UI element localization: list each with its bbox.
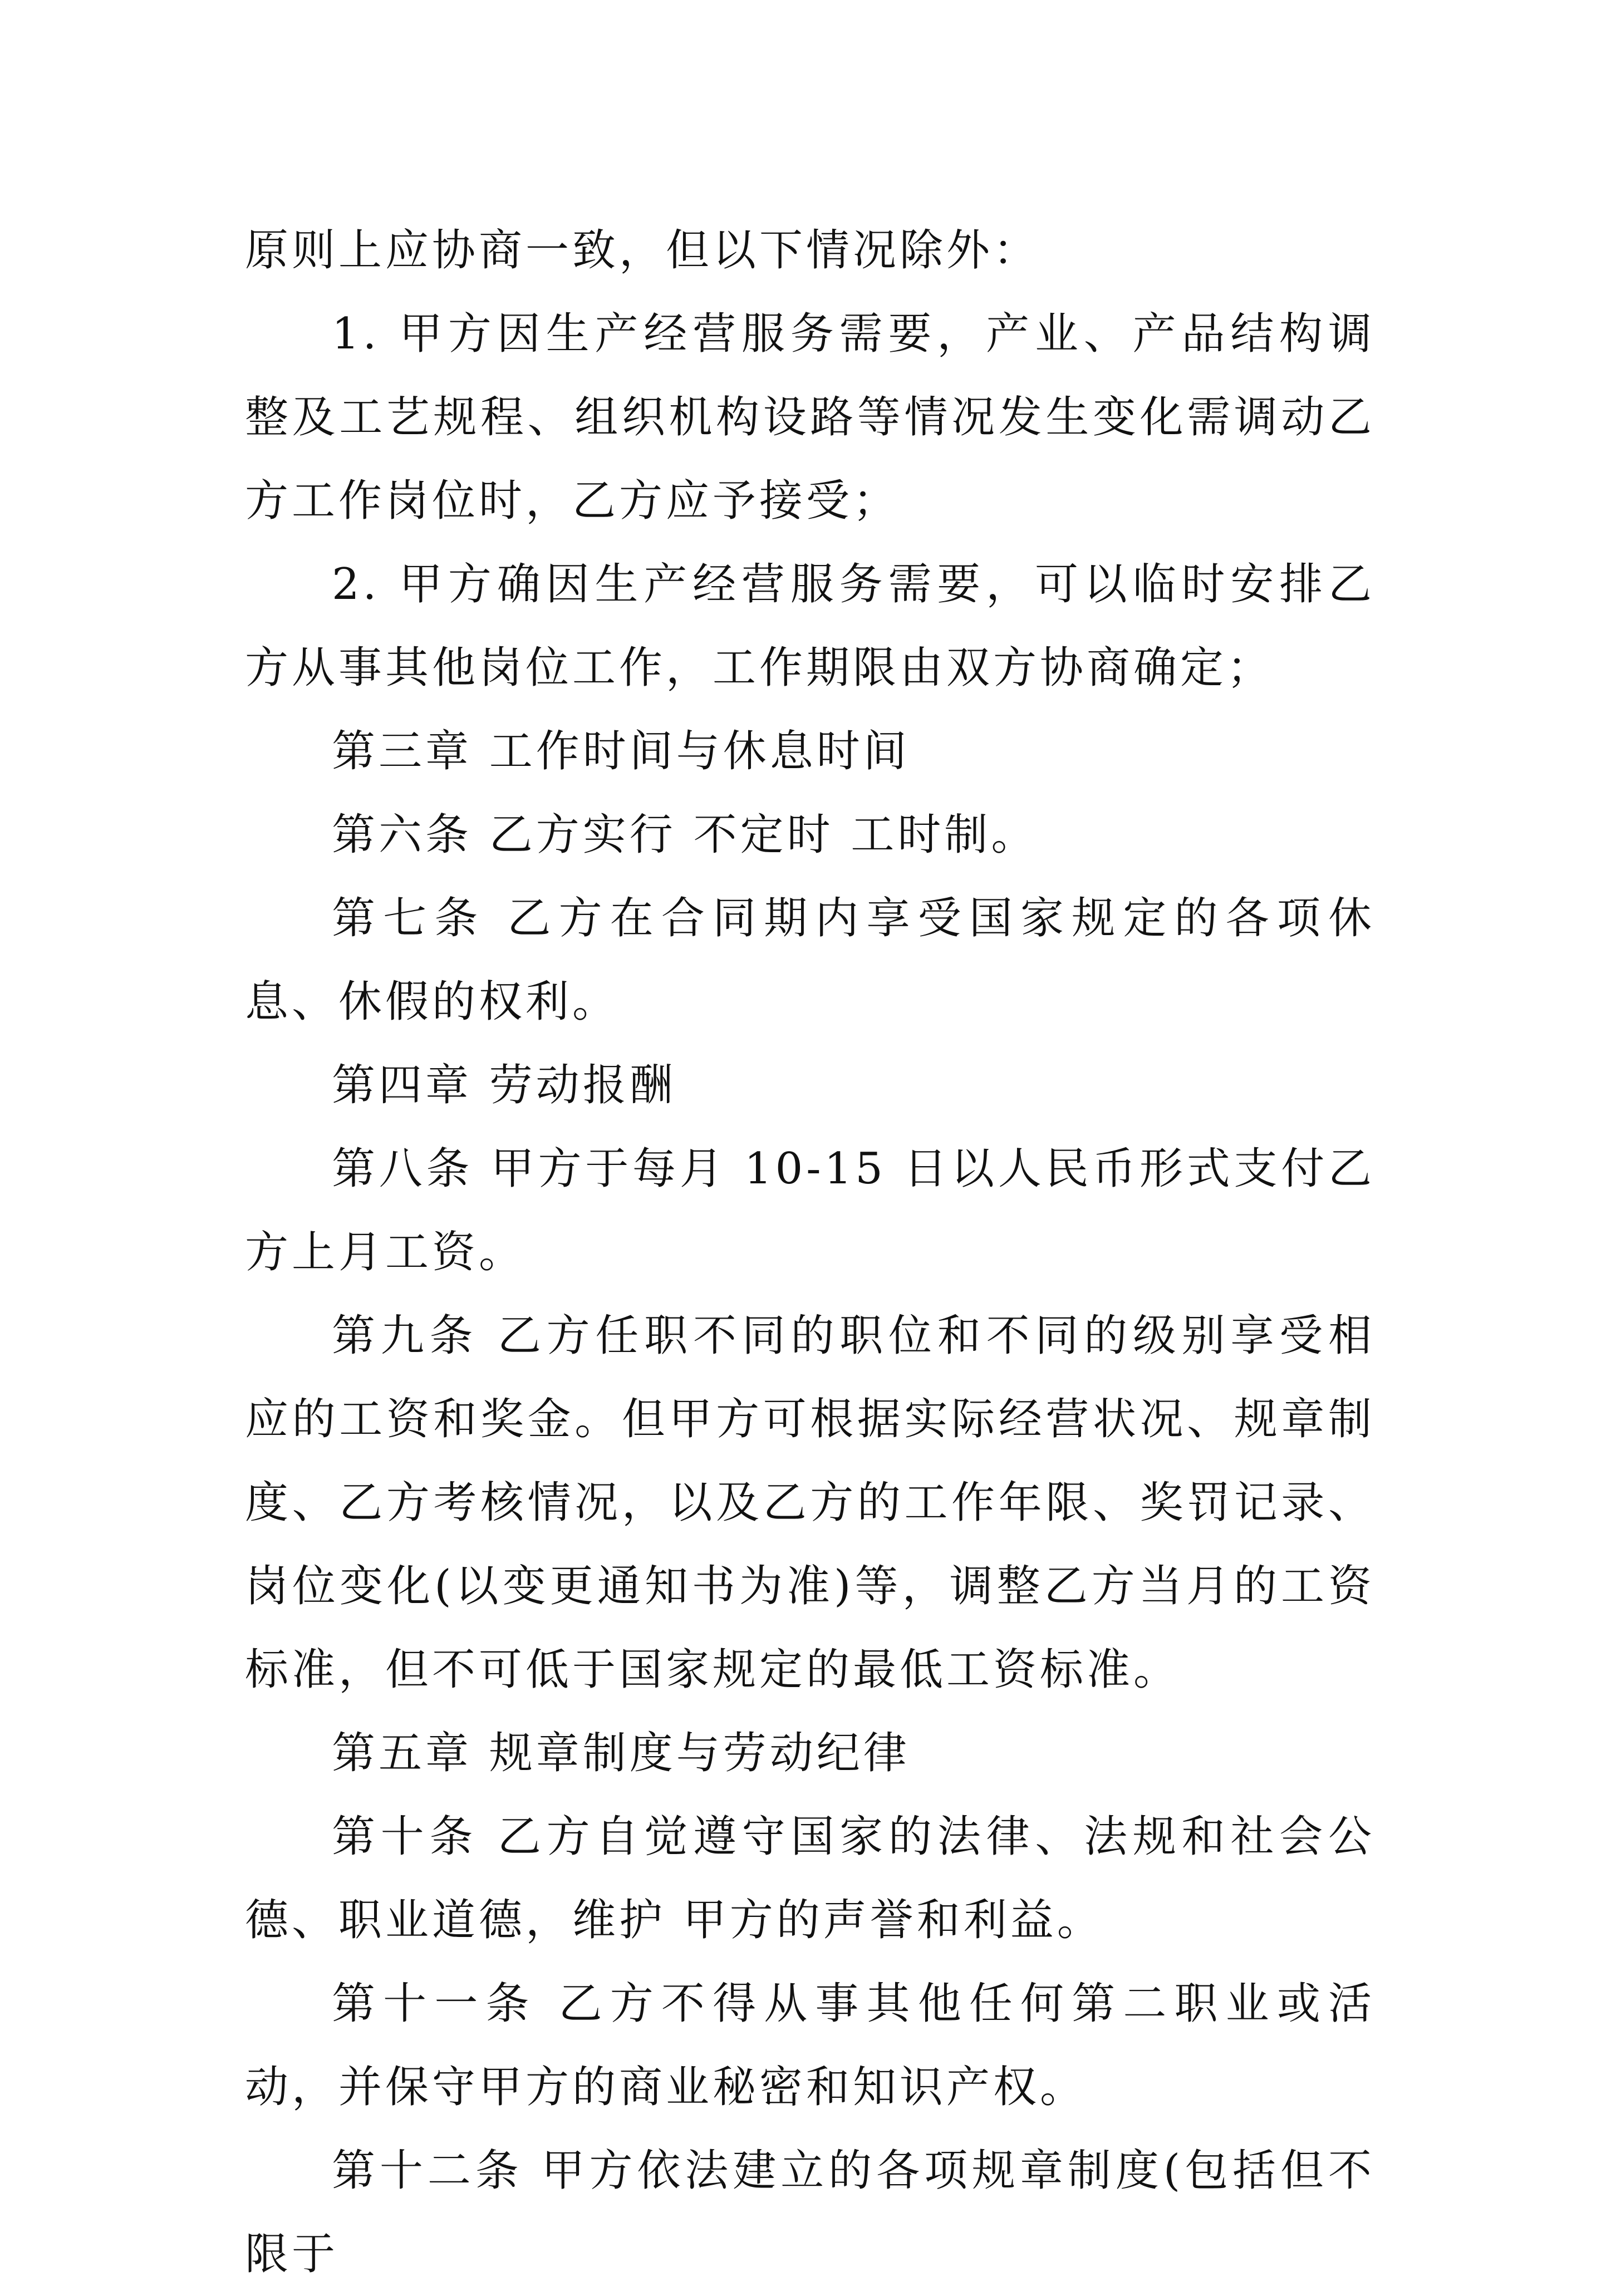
article-7: 第七条 乙方在合同期内享受国家规定的各项休息、休假的权利。: [245, 893, 1375, 1027]
article-10: 第十条 乙方自觉遵守国家的法律、法规和社会公德、职业道德，维护 甲方的声誉和利益。: [245, 1812, 1375, 1945]
article-12: 第十二条 甲方依法建立的各项规章制度(包括但不限于: [245, 2146, 1375, 2279]
chapter-4-heading: 第四章 劳动报酬: [332, 1060, 676, 1110]
article-11: 第十一条 乙方不得从事其他任何第二职业或活动，并保守甲方的商业秘密和知识产权。: [245, 1979, 1375, 2112]
chapter-5-heading: 第五章 规章制度与劳动纪律: [332, 1728, 910, 1778]
chapter-3-heading: 第三章 工作时间与休息时间: [332, 726, 910, 776]
paragraph-item-2: 2. 甲方确因生产经营服务需要，可以临时安排乙方从事其他岗位工作，工作期限由双方协商确定；: [245, 559, 1375, 693]
article-9: 第九条 乙方任职不同的职位和不同的级别享受相应的工资和奖金。但甲方可根据实际经营状况、规章制度、乙方考核情况，以及乙方的工作年限、奖罚记录、岗位变化(以变更通知书为准)等，调整乙方当月的工资标准，但不可低于国家规定的最低工资标准。: [245, 1311, 1375, 1695]
article-6: 第六条 乙方实行 不定时 工时制。: [332, 810, 1038, 860]
document-body: [245, 209, 1375, 2296]
paragraph-item-1: 1. 甲方因生产经营服务需要，产业、产品结构调整及工艺规程、组织机构设路等情况发生变化需调动乙方工作岗位时，乙方应予接受；: [245, 309, 1375, 526]
article-8: 第八条 甲方于每月 10-15 日以人民币形式支付乙方上月工资。: [245, 1144, 1375, 1277]
paragraph-exceptions-intro: 原则上应协商一致，但以下情况除外：: [245, 225, 1040, 276]
